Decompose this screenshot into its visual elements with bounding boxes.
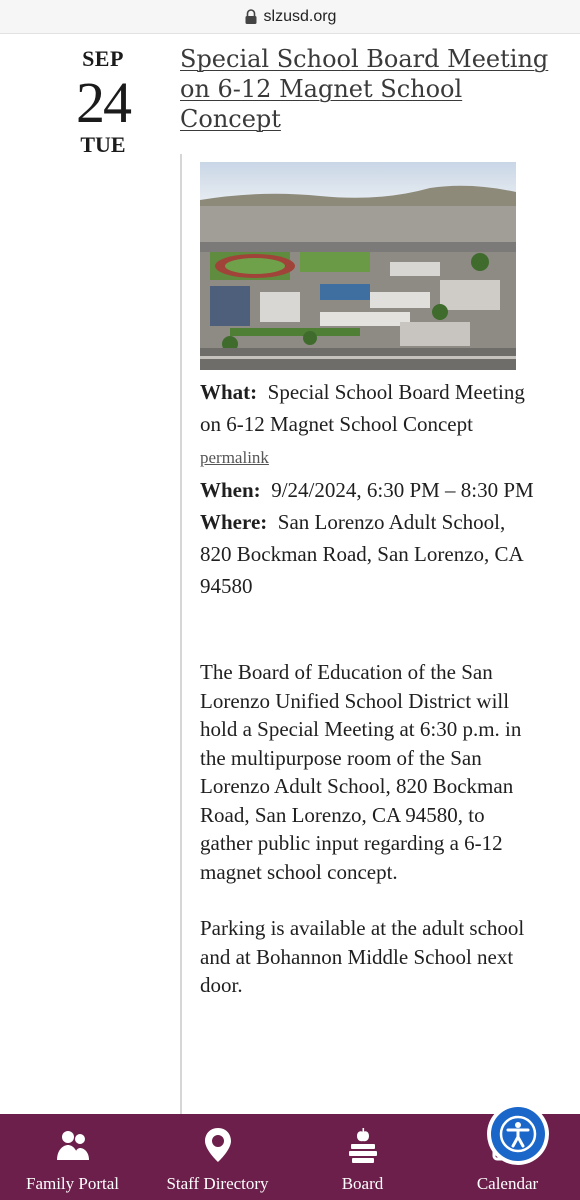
nav-board[interactable] (290, 1114, 435, 1200)
when-row (200, 474, 540, 506)
where-value: San Lorenzo Adult School, 820 Bockman Road, San Lorenzo, CA 94580 (200, 510, 523, 598)
event-day: 24 (76, 70, 130, 135)
nav-calendar-label: Calendar (476, 1174, 539, 1193)
event-weekday: TUE (80, 132, 126, 157)
event-month: SEP (82, 46, 124, 71)
what-label: What: (200, 380, 258, 404)
event-details (200, 376, 540, 602)
map-pin-icon (199, 1126, 237, 1164)
accessibility-icon (491, 1107, 545, 1161)
event-date (60, 46, 146, 158)
accessibility-button[interactable] (487, 1103, 549, 1165)
event-photo (200, 162, 516, 370)
permalink-link[interactable]: permalink (200, 448, 269, 467)
browser-address-bar[interactable] (0, 0, 580, 34)
when-value: 9/24/2024, 6:30 PM – 8:30 PM (271, 478, 534, 502)
books-apple-icon (344, 1126, 382, 1164)
url-text: slzusd.org (263, 7, 337, 25)
what-value: Special School Board Meeting on 6-12 Magnet School Concept (200, 380, 525, 436)
lock-icon (244, 9, 258, 25)
when-label: When: (200, 478, 261, 502)
event-description (200, 658, 530, 1000)
event-title-link[interactable]: Special School Board Meeting on 6-12 Magnet School Concept (180, 45, 549, 133)
content-divider (180, 154, 182, 1114)
family-icon (54, 1126, 92, 1164)
where-row (200, 506, 540, 602)
description-paragraph-2: Parking is available at the adult school and at Bohannon Middle School next door. (200, 916, 525, 997)
nav-board-label: Board (341, 1174, 384, 1193)
nav-family-portal[interactable] (0, 1114, 145, 1200)
nav-family-portal-label: Family Portal (25, 1174, 120, 1193)
description-paragraph-1: The Board of Education of the San Lorenzo Unified School District will hold a Special Meeting at 6:30 p.m. in the multipurpose room of the San Lorenzo Adult School, 820 Bockman Road, San Lorenzo, CA 94580, to gather public input regarding a 6-12 magnet school concept. (200, 660, 522, 884)
nav-staff-directory[interactable] (145, 1114, 290, 1200)
what-row (200, 376, 540, 474)
where-label: Where: (200, 510, 268, 534)
nav-staff-directory-label: Staff Directory (166, 1174, 269, 1193)
